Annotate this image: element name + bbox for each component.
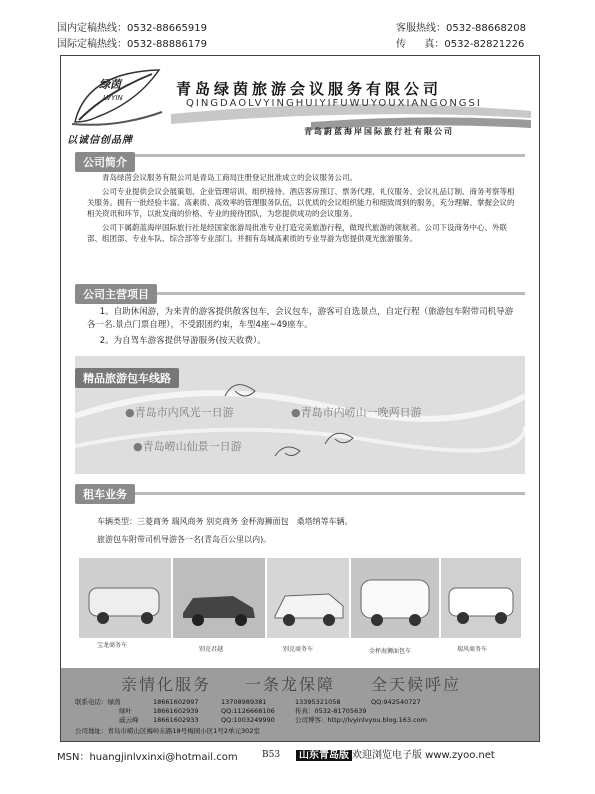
footer-banner — [296, 746, 495, 761]
routes-band — [75, 356, 525, 474]
rental-heading: 租车业务 — [75, 484, 135, 504]
fax-label: 传 — [396, 39, 406, 50]
contact-qq-2: QQ:1126668106 — [221, 707, 275, 715]
company-address: 公司地址：青岛市崂山区梅岭东路18号梅园小区1号2单元302室 — [75, 727, 260, 735]
divider — [75, 154, 525, 157]
car-caption: 瑞风商务车 — [457, 646, 488, 653]
service-hotline: 客服热线：0532-88668208 — [396, 23, 526, 34]
fax-line — [396, 38, 524, 51]
business-heading: 公司主营项目 — [75, 284, 157, 304]
page-number: B53 — [262, 750, 281, 760]
msn-contact: MSN：huangjinlvxinxi@hotmail.com — [57, 752, 238, 763]
contact-label: 联系电话：绿茵 — [75, 698, 121, 706]
contact-qq-1: QQ:942540727 — [371, 698, 421, 706]
business-item-1: 1。自助休闲游，为来青的游客提供散客包车，会议包车，游客可自选景点，自定行程（旅游包车附带司机导游各一名.景点门票自理），不受跟团约束，车型4座~49座车。 — [87, 307, 514, 330]
intro-p1: 青岛绿茵会议服务有限公司是青岛工商局注册登记批准成立的会议服务公司。 — [102, 173, 357, 182]
footer-slogan-3: 全天候呼应 — [371, 675, 462, 694]
company-name: 青岛绿茵旅游会议服务有限公司 — [176, 80, 443, 98]
fax-number: 真：0532-82821226 — [424, 39, 525, 50]
van-icon — [79, 558, 171, 638]
footer-slogan-2: 一条龙保障 — [245, 675, 336, 694]
car-caption: 别克君越 — [199, 646, 224, 653]
contact-qq-3: QQ:1003249990 — [221, 716, 275, 724]
intro-p3: 公司下属蔚蓝海岸国际旅行社是经国家旅游局批准专业打造完美旅游行程，做现代旅游的领航者。公司下设商务中心、外联部、组团部、专业车队、综合部等专业部门。并拥有岛城高素质的专业导游为您提供观光旅游服务。 — [87, 223, 507, 243]
route-1: ●青岛市内风光一日游 — [125, 406, 234, 419]
car-photo — [351, 558, 439, 638]
company-logo — [67, 62, 167, 140]
intro-heading: 公司简介 — [75, 152, 135, 172]
contact-phone-5: 18661602933 — [153, 716, 199, 724]
contact-phone-2: 13708989381 — [221, 698, 267, 706]
car-photo — [441, 558, 521, 638]
contact-phone-1: 18661602997 — [153, 698, 199, 706]
contact-name-2: 绿叶 — [119, 707, 132, 715]
minibus-icon — [351, 558, 439, 638]
intro-p2: 公司专业提供会议会展策划、企业管理培训、组织接待、酒店客房预订、票务代理、礼仪服务、会议礼品订制、商务考察等相关服务。拥有一批经验丰富、高素质、高效率的管理服务队伍，以优质的会议组织能力和细致周到的服务，充分理解、掌握会议的相关资讯和环节，以批发商的价格、专业的接待团队，为您提供成功的会议服务。 — [87, 187, 515, 218]
contact-name-3: 戚云峰 — [119, 716, 139, 724]
contact-phone-3: 13395321058 — [295, 698, 341, 706]
route-3: ●青岛崂山仙景一日游 — [133, 440, 242, 453]
contact-phone-4: 18661602939 — [153, 707, 199, 715]
banner-text: 欢迎浏览电子版 www.zyoo.net — [352, 750, 495, 761]
subsidiary-name: 青岛蔚蓝海岸国际旅行社有限公司 — [304, 127, 454, 136]
business-van-icon — [441, 558, 521, 638]
sedan-icon — [173, 558, 265, 638]
footer-band — [61, 668, 539, 741]
car-gallery — [79, 558, 521, 658]
rental-guide: 旅游包车附带司机导游各一名(青岛百公里以内)。 — [97, 535, 272, 544]
footer-slogan-1: 亲情化服务 — [121, 675, 212, 694]
logo-en: LVYIN — [103, 94, 123, 102]
domestic-hotline: 国内定稿热线：0532-88665919 — [57, 23, 207, 34]
edition-badge: 山东青岛版 — [296, 750, 352, 761]
divider — [75, 492, 525, 495]
logo-text: 绿茵 — [99, 78, 121, 91]
brand-slogan: 以诚信创品牌 — [67, 135, 133, 146]
intro-text — [87, 172, 515, 247]
car-caption: 宝龙商务车 — [97, 642, 128, 649]
blog-link[interactable]: 公司博客：http://lvyinlvyou.blog.163.com — [295, 716, 427, 724]
car-caption: 别克商务车 — [283, 646, 314, 653]
business-text — [87, 306, 517, 348]
intl-hotline: 国际定稿热线：0532-88886179 — [57, 39, 207, 50]
car-caption: 金杯海狮面包车 — [369, 648, 412, 655]
mpv-icon — [267, 558, 349, 638]
company-pinyin: QINGDAOLVYINGHUIYIFUWUYOUXIANGONGSI — [186, 98, 482, 109]
car-photo — [79, 558, 171, 638]
ad-frame — [60, 55, 540, 742]
car-photo — [173, 558, 265, 638]
fax-number-footer: 传真：0532-81705639 — [295, 707, 367, 715]
car-photo — [267, 558, 349, 638]
route-2: ●青岛市内崂山一晚两日游 — [291, 406, 422, 419]
rental-types: 车辆类型：三菱商务 瑞风商务 别克商务 金杯海狮面包 桑塔纳等车辆。 — [97, 517, 353, 526]
business-item-2: 2。为自驾车游客提供导游服务(按天收费）。 — [99, 336, 266, 346]
routes-heading: 精品旅游包车线路 — [75, 368, 179, 388]
